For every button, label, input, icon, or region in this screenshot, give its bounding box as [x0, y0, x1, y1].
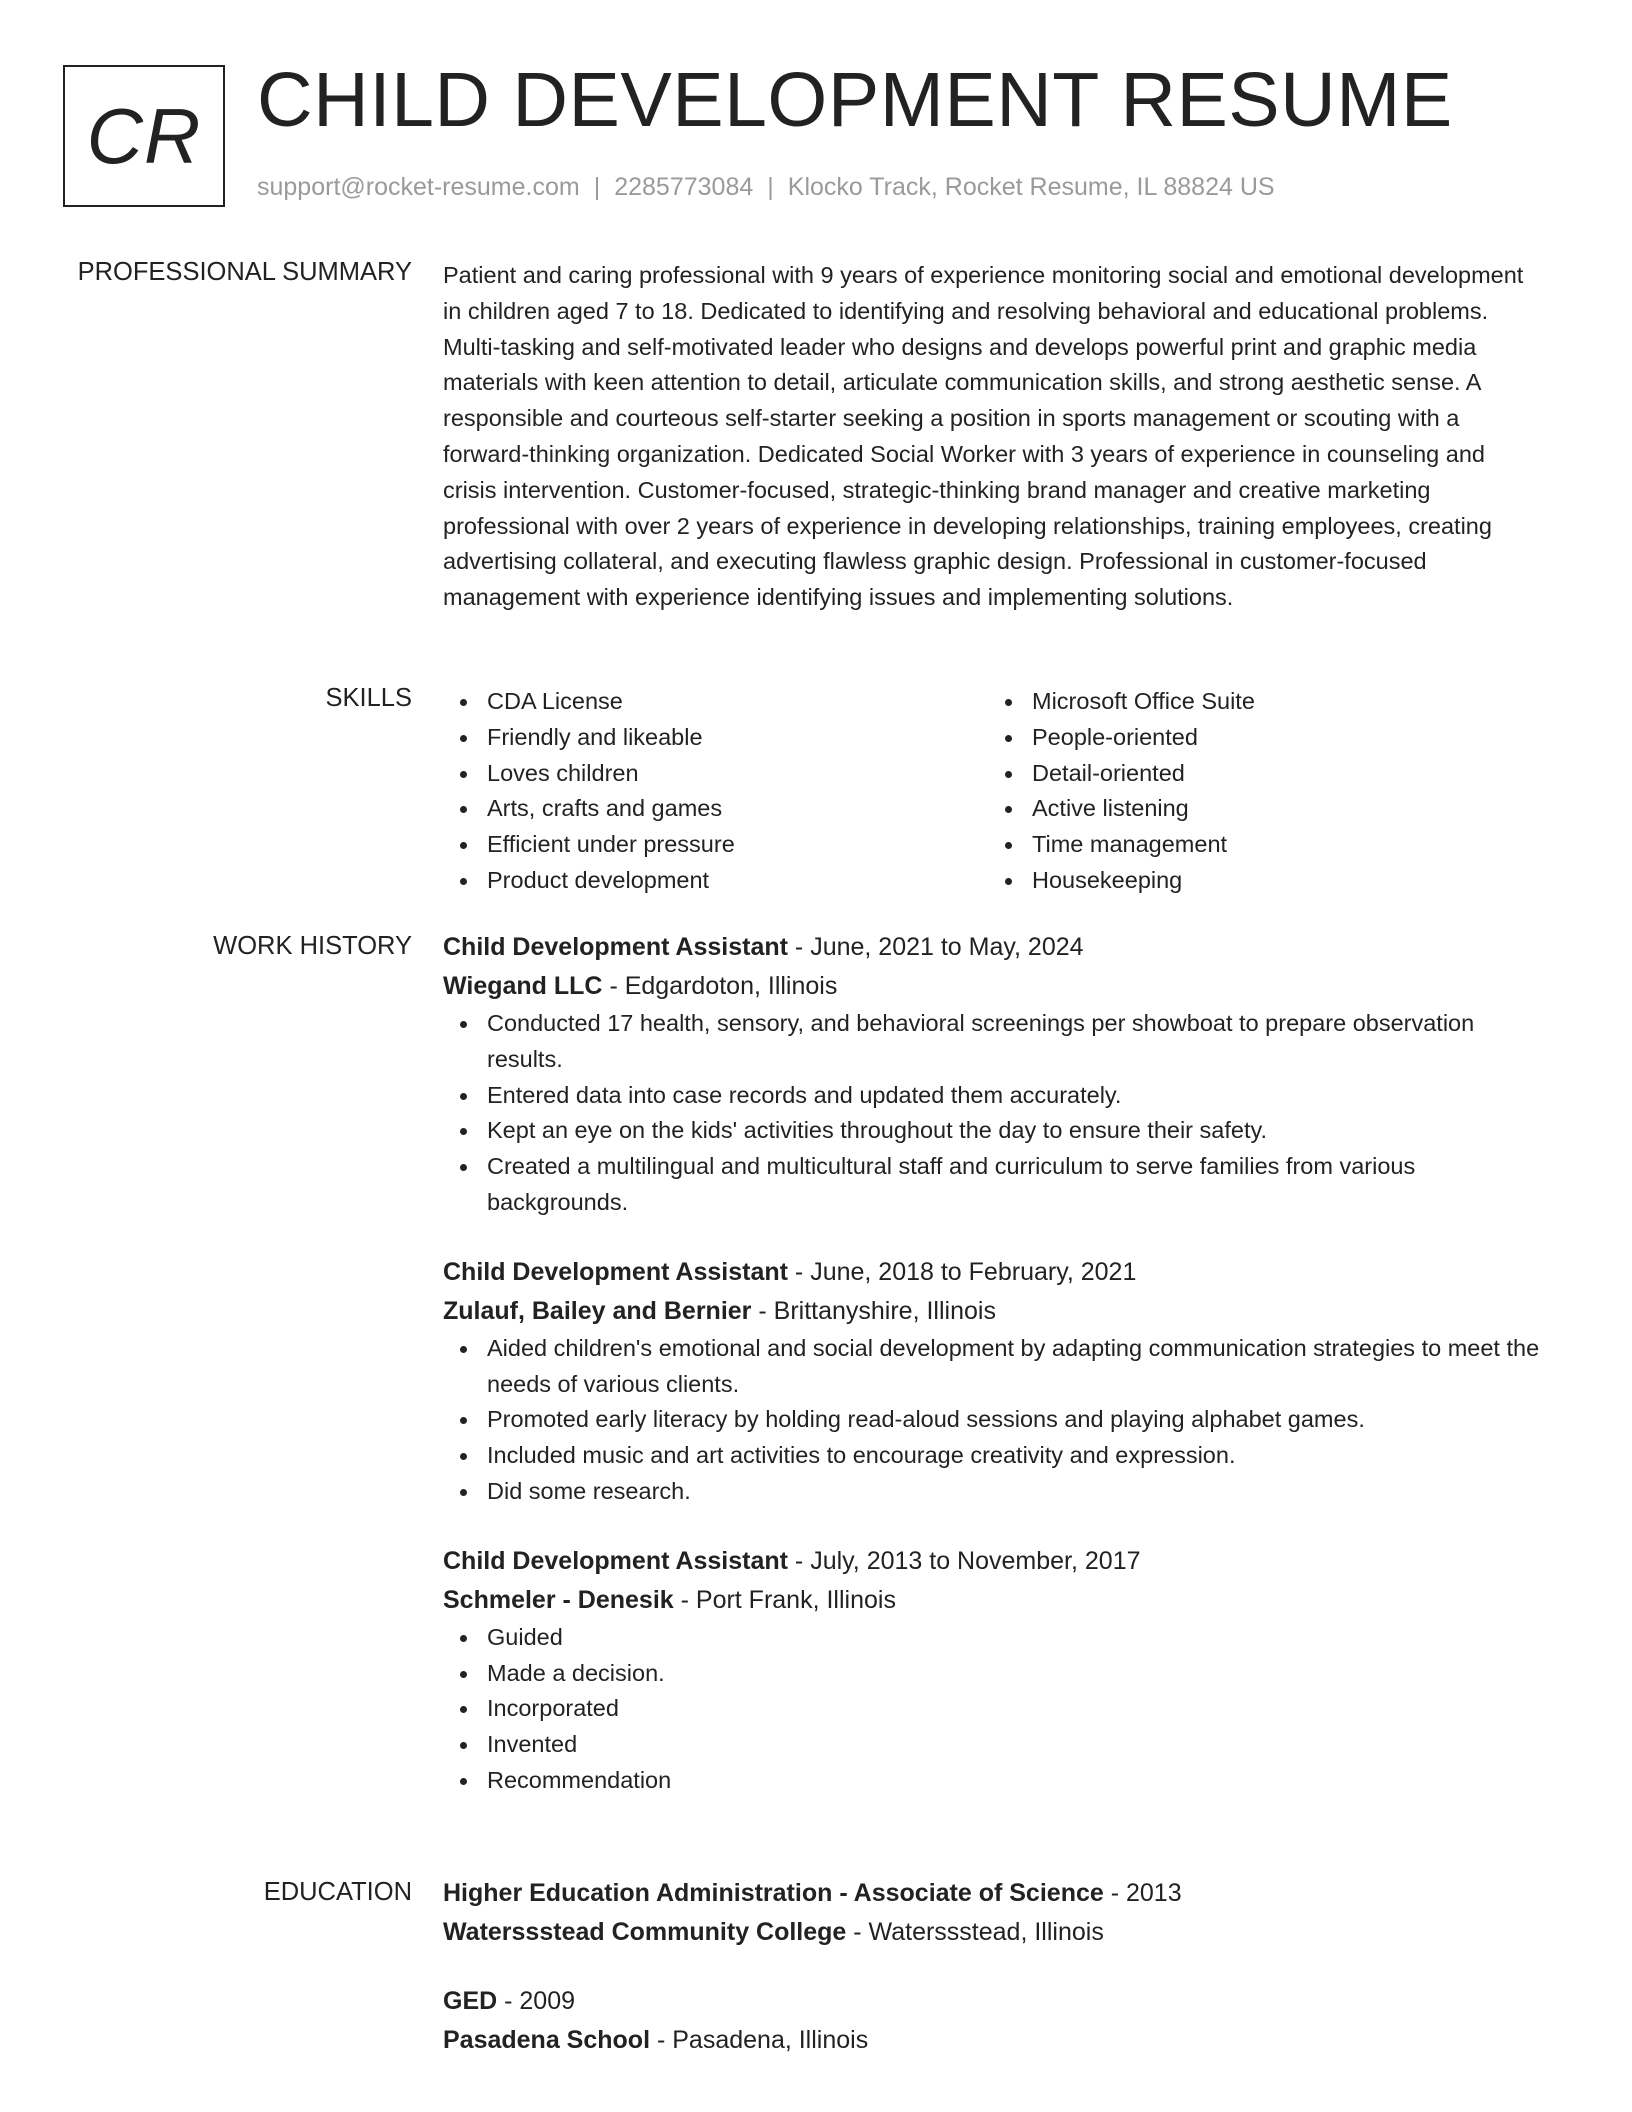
- job-duty-item: Did some research.: [487, 1474, 1543, 1510]
- skills-column-left: [443, 684, 988, 899]
- job-title-line: [443, 1542, 1543, 1581]
- job-title: Child Development Assistant: [443, 933, 788, 961]
- skills-list-left: [443, 684, 988, 899]
- skill-item: Housekeeping: [1032, 863, 1533, 899]
- page-title: CHILD DEVELOPMENT RESUME: [257, 57, 1453, 143]
- job-duty-item: Promoted early literacy by holding read-aloud sessions and playing alphabet games.: [487, 1402, 1543, 1438]
- skill-item: Active listening: [1032, 791, 1533, 827]
- skill-item: People-oriented: [1032, 720, 1533, 756]
- education-school: Waterssstead Community College: [443, 1918, 847, 1946]
- contact-phone[interactable]: 2285773084: [614, 173, 754, 201]
- job-duty-item: Aided children's emotional and social development by adapting communication strategies to meet the needs of various clients.: [487, 1331, 1543, 1403]
- contact-line: [257, 173, 1275, 202]
- summary-text: Patient and caring professional with 9 years of experience monitoring social and emotional development in children aged 7 to 18. Dedicated to identifying and resolving behavioral and educational problems. Multi-tasking and self-motivated leader who designs and develops powerful print and graphic media materials with keen attention to detail, articulate communication skills, and strong aesthetic sense. A responsible and courteous self-starter seeking a position in sports management or scouting with a forward-thinking organization. Dedicated Social Worker with 3 years of experience in counseling and crisis intervention. Customer-focused, strategic-thinking brand manager and creative marketing professional with over 2 years of experience in developing relationships, training employees, creating advertising collateral, and executing flawless graphic design. Professional in customer-focused management with experience identifying issues and implementing solutions.: [443, 262, 1524, 611]
- job-duty-item: Kept an eye on the kids' activities throughout the day to ensure their safety.: [487, 1113, 1543, 1149]
- contact-separator: |: [767, 173, 774, 201]
- skill-item: Product development: [487, 863, 988, 899]
- job-duty-item: Entered data into case records and updated them accurately.: [487, 1078, 1543, 1114]
- job-duties-list: [443, 1006, 1543, 1221]
- job-dates: - June, 2018 to February, 2021: [787, 1257, 1137, 1286]
- job-duty-item: Conducted 17 health, sensory, and behavioral screenings per showboat to prepare observation results.: [487, 1006, 1543, 1078]
- skill-item: Microsoft Office Suite: [1032, 684, 1533, 720]
- education-entry: [443, 1874, 1543, 1952]
- job-duty-item: Included music and art activities to encourage creativity and expression.: [487, 1438, 1543, 1474]
- job-entry: [443, 1253, 1543, 1510]
- job-title-line: [443, 928, 1543, 967]
- skill-item: Detail-oriented: [1032, 756, 1533, 792]
- monogram-logo: CR: [63, 65, 225, 207]
- skills-grid: [443, 684, 1543, 899]
- job-duty-item: Made a decision.: [487, 1656, 1543, 1692]
- job-location: - Brittanyshire, Illinois: [751, 1296, 996, 1325]
- job-duty-item: Guided: [487, 1620, 1543, 1656]
- education-degree: GED: [443, 1987, 498, 2015]
- job-location: - Port Frank, Illinois: [673, 1585, 896, 1614]
- job-entry: [443, 1542, 1543, 1799]
- education-location: - Pasadena, Illinois: [650, 2026, 869, 2054]
- education-school-line: [443, 1913, 1543, 1952]
- job-duty-item: Recommendation: [487, 1763, 1543, 1799]
- job-duties-list: [443, 1331, 1543, 1510]
- skills-list-right: [988, 684, 1533, 899]
- education-school-line: [443, 2021, 1543, 2060]
- job-location: - Edgardoton, Illinois: [602, 972, 838, 1000]
- job-duty-item: Created a multilingual and multicultural staff and curriculum to serve families from various backgrounds.: [487, 1149, 1543, 1221]
- education-degree-line: [443, 1874, 1543, 1913]
- education-degree: Higher Education Administration - Associate of Science: [443, 1879, 1104, 1907]
- job-duty-item: Incorporated: [487, 1691, 1543, 1727]
- education-list: [443, 1874, 1543, 2090]
- education-year: - 2013: [1103, 1879, 1182, 1907]
- job-company: Wiegand LLC: [443, 972, 603, 1000]
- job-company-line: [443, 1581, 1543, 1620]
- job-entry: [443, 928, 1543, 1221]
- section-heading-work-history: WORK HISTORY: [213, 932, 412, 960]
- skill-item: CDA License: [487, 684, 988, 720]
- job-duties-list: [443, 1620, 1543, 1799]
- skill-item: Loves children: [487, 756, 988, 792]
- skill-item: Friendly and likeable: [487, 720, 988, 756]
- job-title: Child Development Assistant: [443, 1546, 788, 1575]
- education-entry: [443, 1982, 1543, 2060]
- education-location: - Waterssstead, Illinois: [846, 1918, 1104, 1946]
- skill-item: Arts, crafts and games: [487, 791, 988, 827]
- job-company-line: [443, 1292, 1543, 1331]
- job-company-line: [443, 967, 1543, 1006]
- contact-email[interactable]: support@rocket-resume.com: [257, 173, 580, 201]
- section-heading-skills: SKILLS: [325, 684, 412, 712]
- contact-separator: |: [593, 173, 601, 201]
- education-degree-line: [443, 1982, 1543, 2021]
- section-heading-education: EDUCATION: [263, 1878, 412, 1906]
- job-duty-item: Invented: [487, 1727, 1543, 1763]
- job-title-line: [443, 1253, 1543, 1292]
- job-dates: - June, 2021 to May, 2024: [787, 933, 1084, 961]
- contact-address: Klocko Track, Rocket Resume, IL 88824 US: [787, 173, 1275, 201]
- skills-column-right: [988, 684, 1533, 899]
- job-dates: - July, 2013 to November, 2017: [787, 1546, 1141, 1575]
- skill-item: Time management: [1032, 827, 1533, 863]
- job-company: Schmeler - Denesik: [443, 1585, 674, 1614]
- section-heading-summary: PROFESSIONAL SUMMARY: [77, 258, 412, 286]
- job-title: Child Development Assistant: [443, 1257, 788, 1286]
- education-school: Pasadena School: [443, 2026, 651, 2054]
- education-year: - 2009: [497, 1987, 576, 2015]
- work-history-list: [443, 928, 1543, 1831]
- job-company: Zulauf, Bailey and Bernier: [443, 1296, 752, 1325]
- skill-item: Efficient under pressure: [487, 827, 988, 863]
